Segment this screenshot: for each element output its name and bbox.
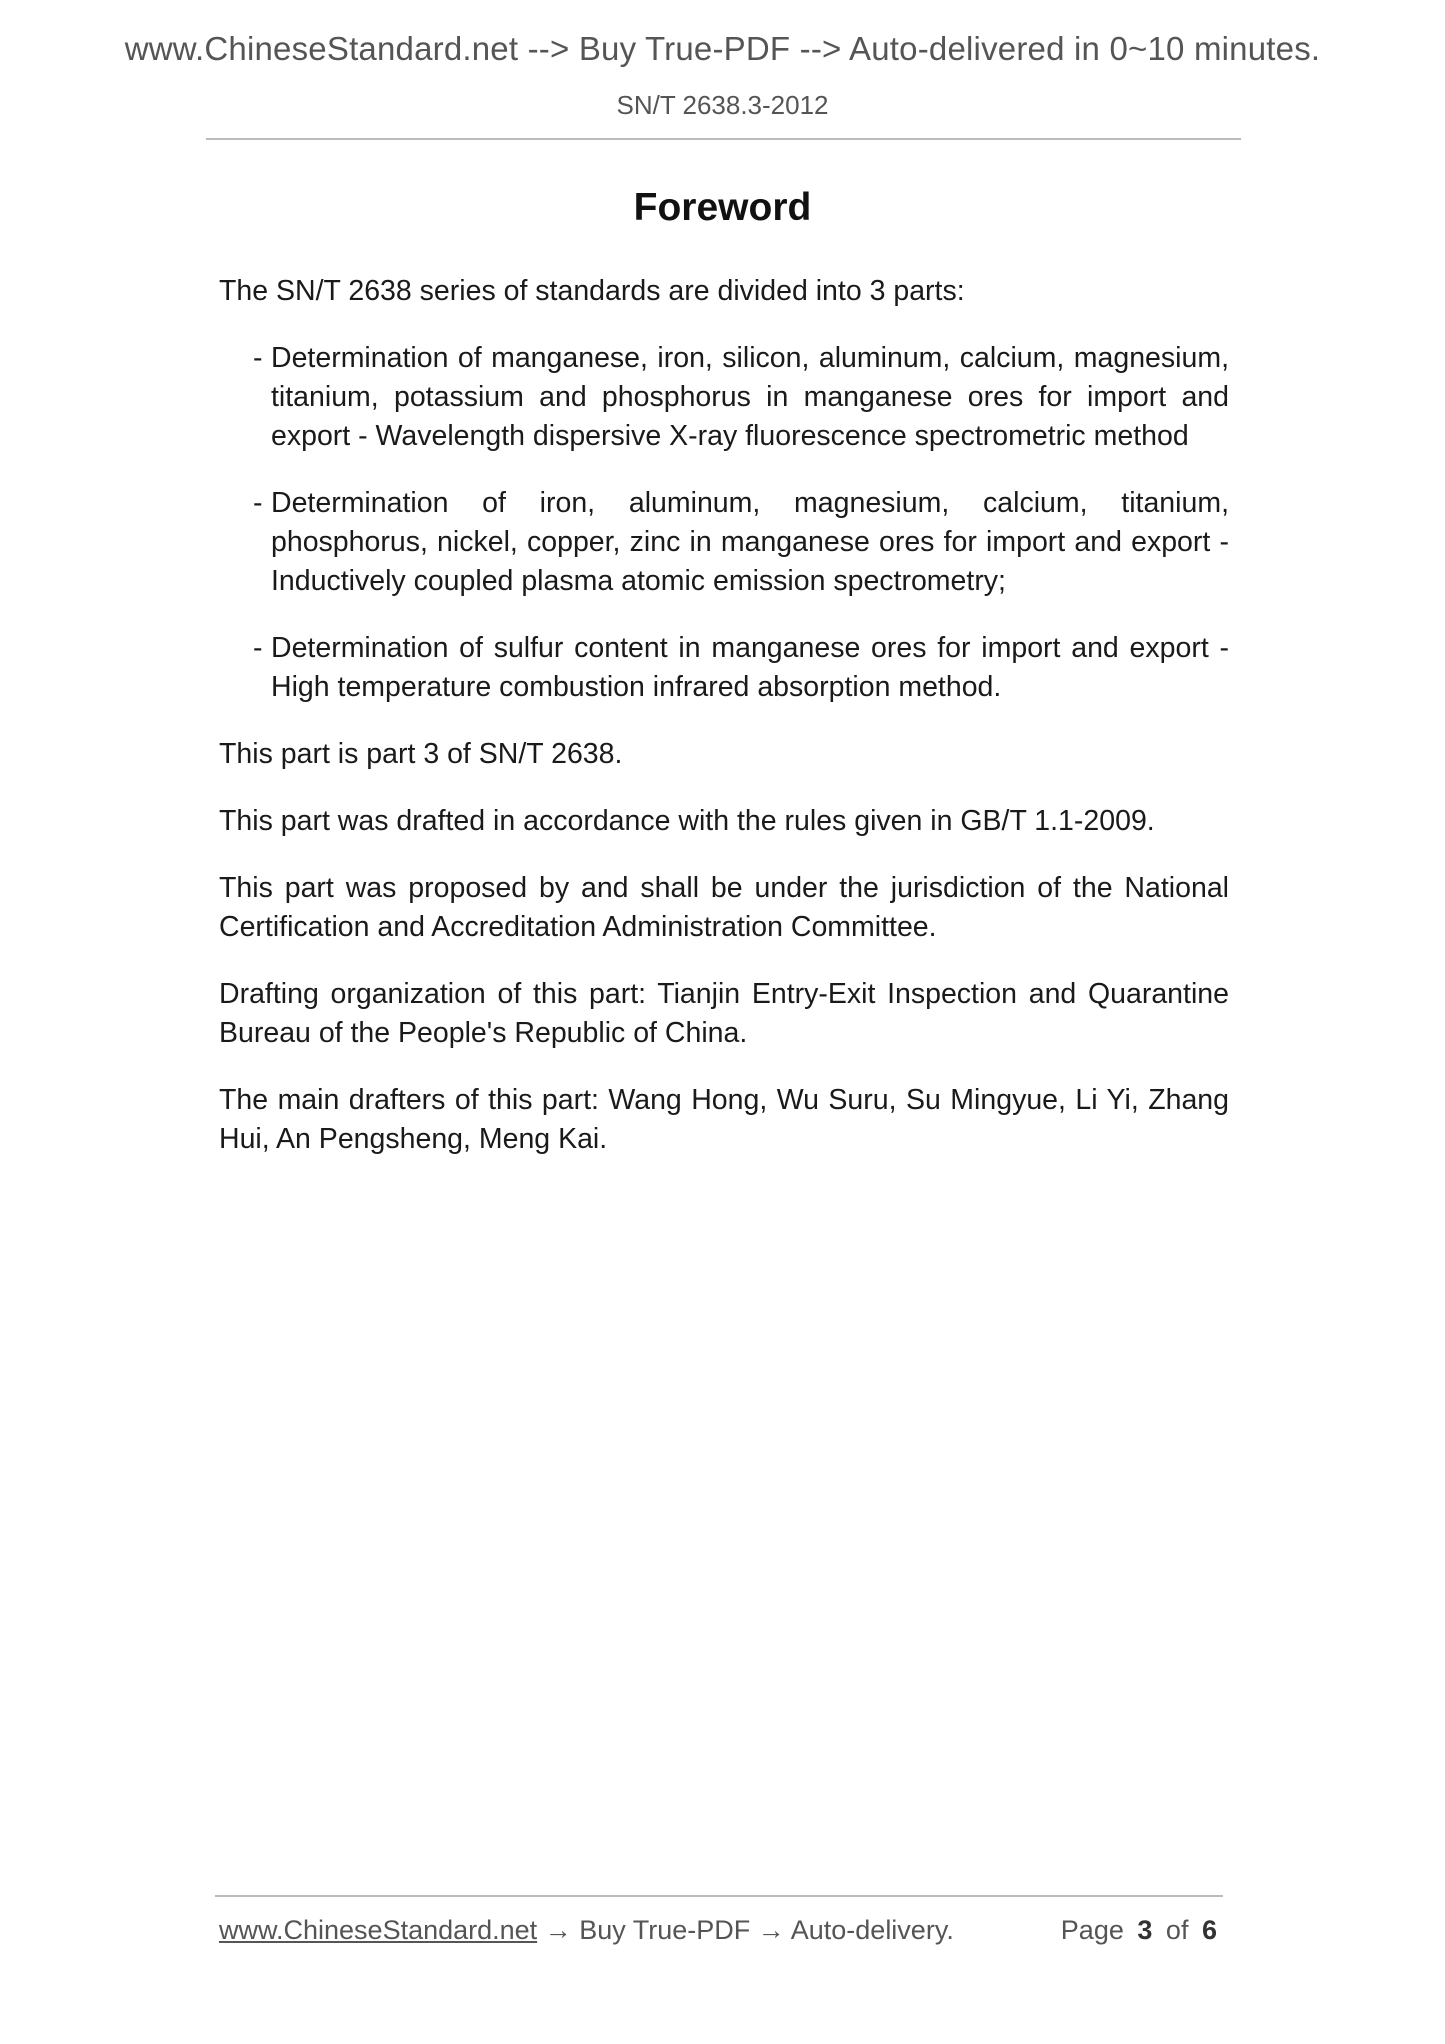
bullet-dash: - [253, 342, 263, 374]
header-divider [206, 138, 1241, 140]
part-text: Determination of iron, aluminum, magnesium, calcium, titanium, phosphorus, nickel, copper, zinc in manganese ores for import and export - Inductively coupled plasma atomic emission spectrometry; [271, 487, 1229, 597]
page-indicator [1061, 1915, 1223, 1946]
part-text: Determination of manganese, iron, silicon, aluminum, calcium, magnesium, titanium, potassium and phosphorus in manganese ores for import and export - Wavelength dispersive X-ray fluorescence spectrometric method [271, 342, 1229, 452]
page-total: 6 [1201, 1915, 1217, 1945]
intro-paragraph: The SN/T 2638 series of standards are divided into 3 parts: [219, 275, 965, 307]
list-item [219, 339, 1229, 456]
paragraph-drafters: The main drafters of this part: Wang Hong, Wu Suru, Su Mingyue, Li Yi, Zhang Hui, An Pengsheng, Meng Kai. [219, 1084, 1229, 1155]
list-item [219, 484, 1229, 601]
site-link[interactable]: www.ChineseStandard.net [219, 1915, 538, 1945]
page-of: of [1165, 1915, 1189, 1945]
list-item [219, 629, 1229, 707]
parts-list [219, 339, 1229, 707]
paragraph-drafting-rules: This part was drafted in accordance with the rules given in GB/T 1.1-2009. [219, 805, 1155, 837]
bullet-dash: - [253, 487, 263, 519]
part-text: Determination of sulfur content in manganese ores for import and export - High temperature combustion infrared absorption method. [271, 632, 1229, 703]
page-current: 3 [1137, 1915, 1153, 1945]
paragraph-jurisdiction: This part was proposed by and shall be under the jurisdiction of the National Certification and Accreditation Administration Committee. [219, 872, 1229, 943]
page-title: Foreword [633, 186, 812, 229]
document-body [219, 272, 1229, 1187]
page-label: Page [1060, 1915, 1124, 1945]
site-banner: www.ChineseStandard.net --> Buy True-PDF --> Auto-delivered in 0~10 minutes. [124, 30, 1321, 67]
footer-divider [215, 1895, 1223, 1897]
paragraph-part-number: This part is part 3 of SN/T 2638. [219, 738, 623, 770]
bullet-dash: - [253, 632, 263, 664]
footer-left [219, 1915, 954, 1946]
footer-tagline: → Buy True-PDF → Auto-delivery. [537, 1915, 954, 1945]
paragraph-drafting-organization: Drafting organization of this part: Tianjin Entry-Exit Inspection and Quarantine Bureau of the People's Republic of China. [219, 978, 1229, 1049]
standard-code: SN/T 2638.3-2012 [616, 90, 829, 120]
